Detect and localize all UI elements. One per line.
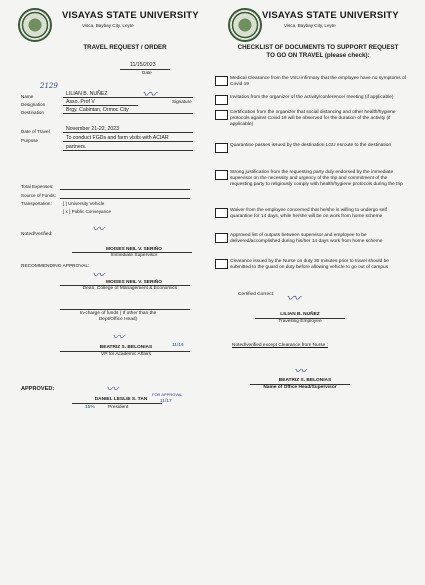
- applicant-signature: 〰: [142, 87, 156, 103]
- noted-except-nurse-label: Noted/verified except Clearance from Nurse :: [232, 343, 328, 348]
- signature-label: Signature: [172, 99, 192, 104]
- checklist-checkbox-7[interactable]: [215, 233, 228, 243]
- incharge-funds-line1: In-charge of funds ( If other than the: [79, 311, 157, 316]
- transportation-label: Transportation:: [21, 201, 52, 206]
- name-label: Name: [21, 94, 34, 99]
- university-seal-icon: [18, 8, 52, 42]
- president-title: President: [108, 405, 129, 410]
- head-signature: 〰: [294, 364, 307, 378]
- left-university-address: Visca, Baybay City, Leyte: [82, 23, 134, 28]
- checklist-item-5: Strong justification from the requesting party duly endorsed by the immediate supervisor on the necessity and urgency of the trip and commitment of the requesting party to religiously comply with health/hygiene protocols during the trip: [230, 170, 403, 188]
- checklist-item-3: Certification from the organizer that social distancing and other health/hygiene protocols against Covid 19 will be observed for the duration of the activity (if applicable): [230, 110, 396, 128]
- purpose-line2: partners.: [66, 144, 87, 150]
- checklist-checkbox-1[interactable]: [215, 76, 228, 86]
- destination-label: Destination: [21, 110, 44, 115]
- president-mark: 15%: [85, 405, 95, 410]
- dean-signature: 〰: [92, 268, 105, 282]
- designation-value: Asso. Prof V: [66, 99, 95, 105]
- head-title: Name of Office Head/Supervisor: [263, 385, 337, 390]
- destination-value: Brgy. Cabintan, Ormoc City: [66, 107, 129, 113]
- certified-correct-label: Certified Correct:: [238, 292, 275, 297]
- checklist-checkbox-6[interactable]: [215, 208, 228, 218]
- vp-signature: 〰: [112, 330, 125, 344]
- vp-annotation: 11/16: [172, 343, 184, 348]
- employee-title: Travelling Employee: [278, 319, 322, 324]
- checklist-item-8: Clearance issued by the Nurse on duty 30 minutes prior to travel should be submitted to the guard on duty before allowing vehicle to go out of campus: [230, 259, 389, 271]
- university-seal-right-icon: [228, 8, 262, 42]
- vp-title: VP for Academic Affairs: [101, 352, 151, 357]
- president-annotation-1: FOR APPROVAL: [152, 392, 183, 397]
- checklist-checkbox-4[interactable]: [215, 143, 228, 153]
- handwritten-number: 2129: [40, 82, 58, 90]
- request-date: 11/15/2023: [130, 62, 156, 68]
- head-name: BEATRIZ S. BELONIAS: [278, 378, 332, 383]
- date-of-travel-label: Date of Travel: [21, 129, 50, 134]
- checklist-item-4: Quarantine passes issued by the destination LGU enroute to the destination: [230, 143, 392, 148]
- supervisor-name: MOISES NEIL V. SERIÑO: [106, 247, 162, 252]
- designation-label: Designation: [21, 102, 46, 107]
- president-annotation-2: 11/17: [160, 399, 172, 404]
- president-name: DANIEL LESLIE S. TAN: [94, 397, 148, 402]
- date-label: Date: [142, 70, 152, 75]
- total-expenses-label: Total Expenses:: [21, 184, 54, 189]
- dean-name: MOISES NEIL V. SERIÑO: [106, 280, 162, 285]
- right-university-address: Visca, Baybay City, Leyte: [284, 23, 336, 28]
- incharge-funds-line2: Dept/Office Head): [98, 317, 138, 322]
- checklist-checkbox-3[interactable]: [215, 110, 228, 120]
- dean-title: Dean, College of Management & Economics: [82, 286, 178, 291]
- approved-label: APPROVED:: [21, 386, 55, 392]
- transport-university-vehicle: [ ] University Vehicle: [63, 201, 105, 206]
- president-signature: 〰: [106, 382, 119, 396]
- checklist-checkbox-2[interactable]: [215, 95, 228, 105]
- source-of-funds-label: Source of Funds:: [21, 193, 56, 198]
- name-value: LILIAN B. NUÑEZ: [66, 91, 108, 97]
- recommending-approval-label: RECOMMENDING APPROVAL:: [21, 264, 90, 269]
- transport-public-conveyance: [ x ] Public Conveyance: [63, 209, 112, 214]
- left-university-name: VISAYAS STATE UNIVERSITY: [62, 10, 199, 21]
- checklist-title-1: CHECKLIST OF DOCUMENTS TO SUPPORT REQUEST: [237, 44, 399, 51]
- right-university-name: VISAYAS STATE UNIVERSITY: [262, 10, 399, 21]
- checklist-checkbox-8[interactable]: [215, 259, 228, 269]
- supervisor-signature: 〰: [92, 222, 105, 236]
- checklist-item-1: Medical Clearance from the VSU infirmary that the employee have no symptoms of Covid 19: [230, 76, 406, 88]
- noted-verified-label: Noted/Verified:: [21, 232, 53, 237]
- travel-request-title: TRAVEL REQUEST / ORDER: [83, 44, 167, 51]
- employee-signature: 〰: [286, 291, 300, 307]
- vp-name: BEATRIZ S. BELONIAS: [99, 345, 153, 350]
- supervisor-title: Immediate Supervisor: [110, 253, 158, 258]
- checklist-item-2: Invitation from the organizer of the activity/conference/ meeting (if applicable): [230, 95, 394, 100]
- checklist-item-6: Waiver from the employee concerned that he/she is willing to undergo self quarantine for 14 days, while he/she will be on work from home scheme: [230, 208, 387, 220]
- checklist-checkbox-5[interactable]: [215, 170, 228, 180]
- date-of-travel-value: November 21-22, 2023: [66, 126, 120, 132]
- employee-name: LILIAN B. NUÑEZ: [280, 312, 320, 317]
- checklist-title-2: TO GO ON TRAVEL (please check):: [266, 52, 370, 59]
- checklist-item-7: Approved list of outputs between supervisor and employee to be delivered/accomplished during his/her 14 days work from home scheme: [230, 233, 383, 245]
- purpose-label: Purpose: [21, 138, 39, 143]
- purpose-line1: To conduct FGDs and farm visits with ACIAR: [66, 135, 169, 141]
